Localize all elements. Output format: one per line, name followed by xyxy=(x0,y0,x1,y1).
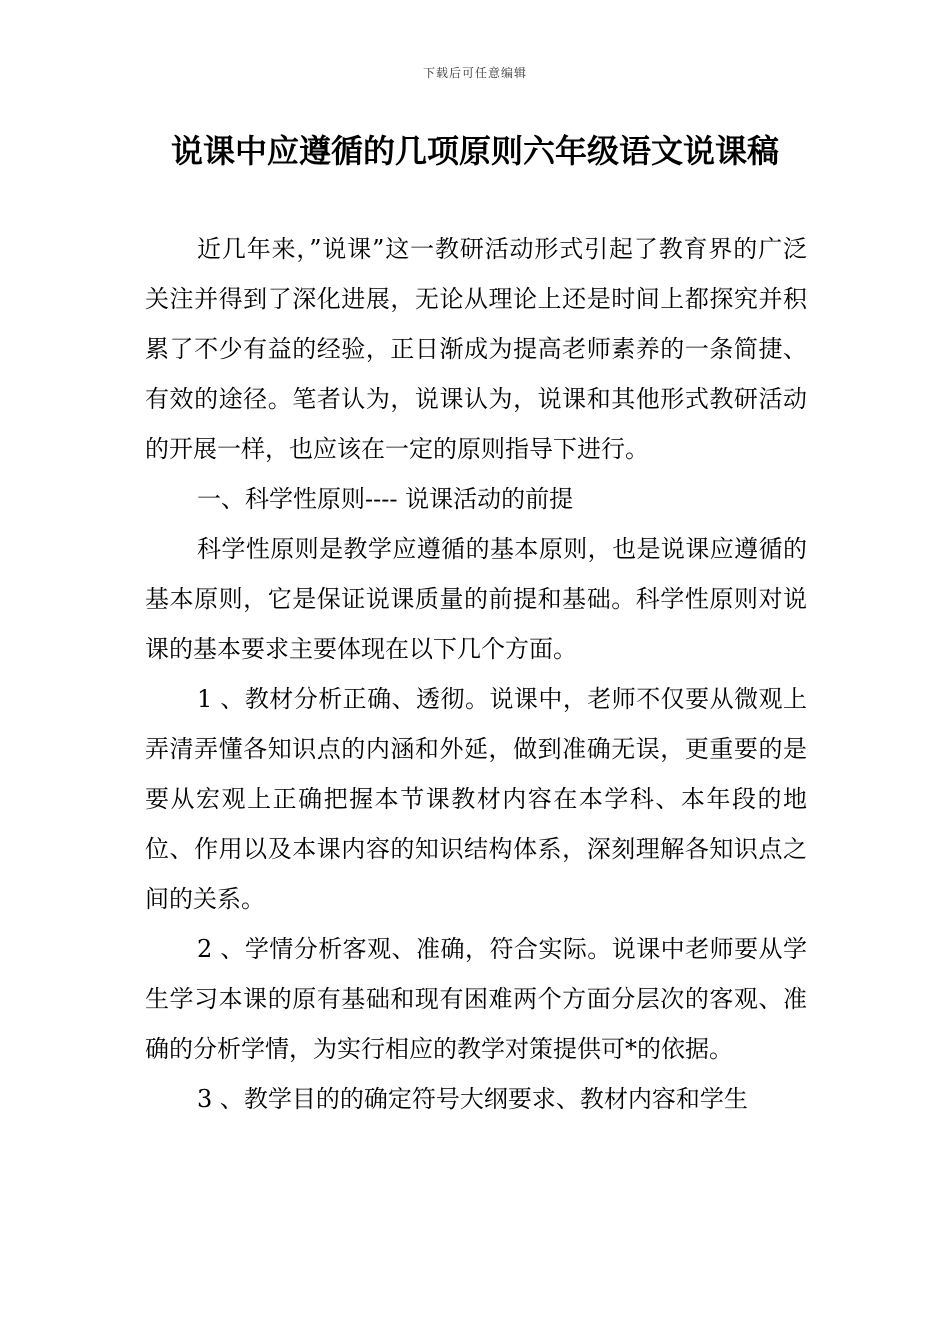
header-note: 下载后可任意编辑 xyxy=(422,66,527,80)
paragraph-principle-1: 科学性原则是教学应遵循的基本原则，也是说课应遵循的基本原则，它是保证说课质量的前提和基础。科学性原则对说课的基本要求主要体现在以下几个方面。 xyxy=(145,535,807,663)
paragraph-item-2: 2 、学情分析客观、准确，符合实际。说课中老师要从学生学习本课的原有基础和现有困难两个方面分层次的客观、准确的分析学情，为实行相应的教学对策提供可*的依据。 xyxy=(145,935,807,1063)
paragraph-intro: 近几年来，”说课”这一教研活动形式引起了教育界的广泛关注并得到了深化进展，无论从理论上还是时间上都探究并积累了不少有益的经验，正日渐成为提高老师素养的一条简捷、有效的途径。笔者认为，说课认为，说课和其他形式教研活动的开展一样，也应该在一定的原则指导下进行。 xyxy=(145,235,807,463)
paragraph-item-1: 1 、教材分析正确、透彻。说课中，老师不仅要从微观上弄清弄懂各知识点的内涵和外延，做到准确无误，更重要的是要从宏观上正确把握本节课教材内容在本学科、本年段的地位、作用以及本课内容的知识结构体系，深刻理解各知识点之间的关系。 xyxy=(145,685,807,913)
section-heading-1: 一、科学性原则---- 说课活动的前提 xyxy=(197,485,574,513)
paragraph-item-3: 3 、教学目的的确定符号大纲要求、教材内容和学生 xyxy=(197,1085,748,1113)
document-title: 说课中应遵循的几项原则六年级语文说课稿 xyxy=(170,132,779,170)
document-body xyxy=(145,224,807,1124)
